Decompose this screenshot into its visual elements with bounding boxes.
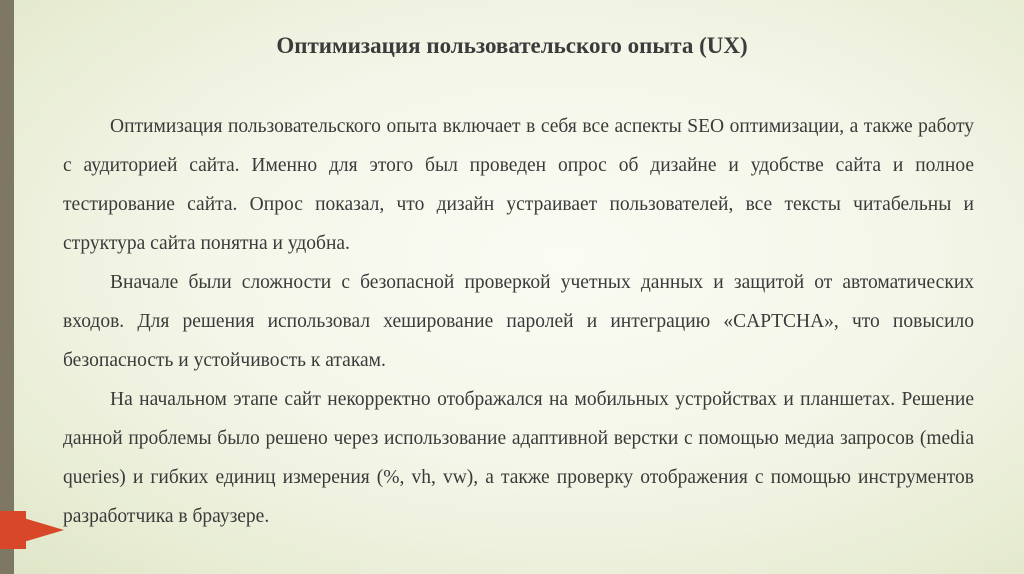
- left-decorative-bar: [0, 0, 14, 574]
- slide-title: Оптимизация пользовательского опыта (UX): [276, 33, 748, 58]
- paragraph-security: Вначале были сложности с безопасной проверкой учетных данных и защитой от автоматических входов. Для решения использовал хеширование паролей и интеграцию «CAPTCHA», что повысило безопасность и устойчивость к атакам.: [63, 272, 974, 371]
- paragraph-adaptive-layout: На начальном этапе сайт некорректно отображался на мобильных устройствах и планшетах. Решение данной проблемы было решено через использование адаптивной верстки с помощью медиа запросов (media queries) и гибких единиц измерения (%, vh, vw), а также проверку отображения с помощью инструментов разработчика в браузере.: [63, 389, 974, 527]
- accent-arrow-shape: [0, 511, 64, 549]
- slide-body: [63, 107, 974, 536]
- paragraph-ux-overview: Оптимизация пользовательского опыта включает в себя все аспекты SEO оптимизации, а также работу с аудиторией сайта. Именно для этого был проведен опрос об дизайне и удобстве сайта и полное тестирование сайта. Опрос показал, что дизайн устраивает пользователей, все тексты читабельны и структура сайта понятна и удобна.: [63, 116, 974, 254]
